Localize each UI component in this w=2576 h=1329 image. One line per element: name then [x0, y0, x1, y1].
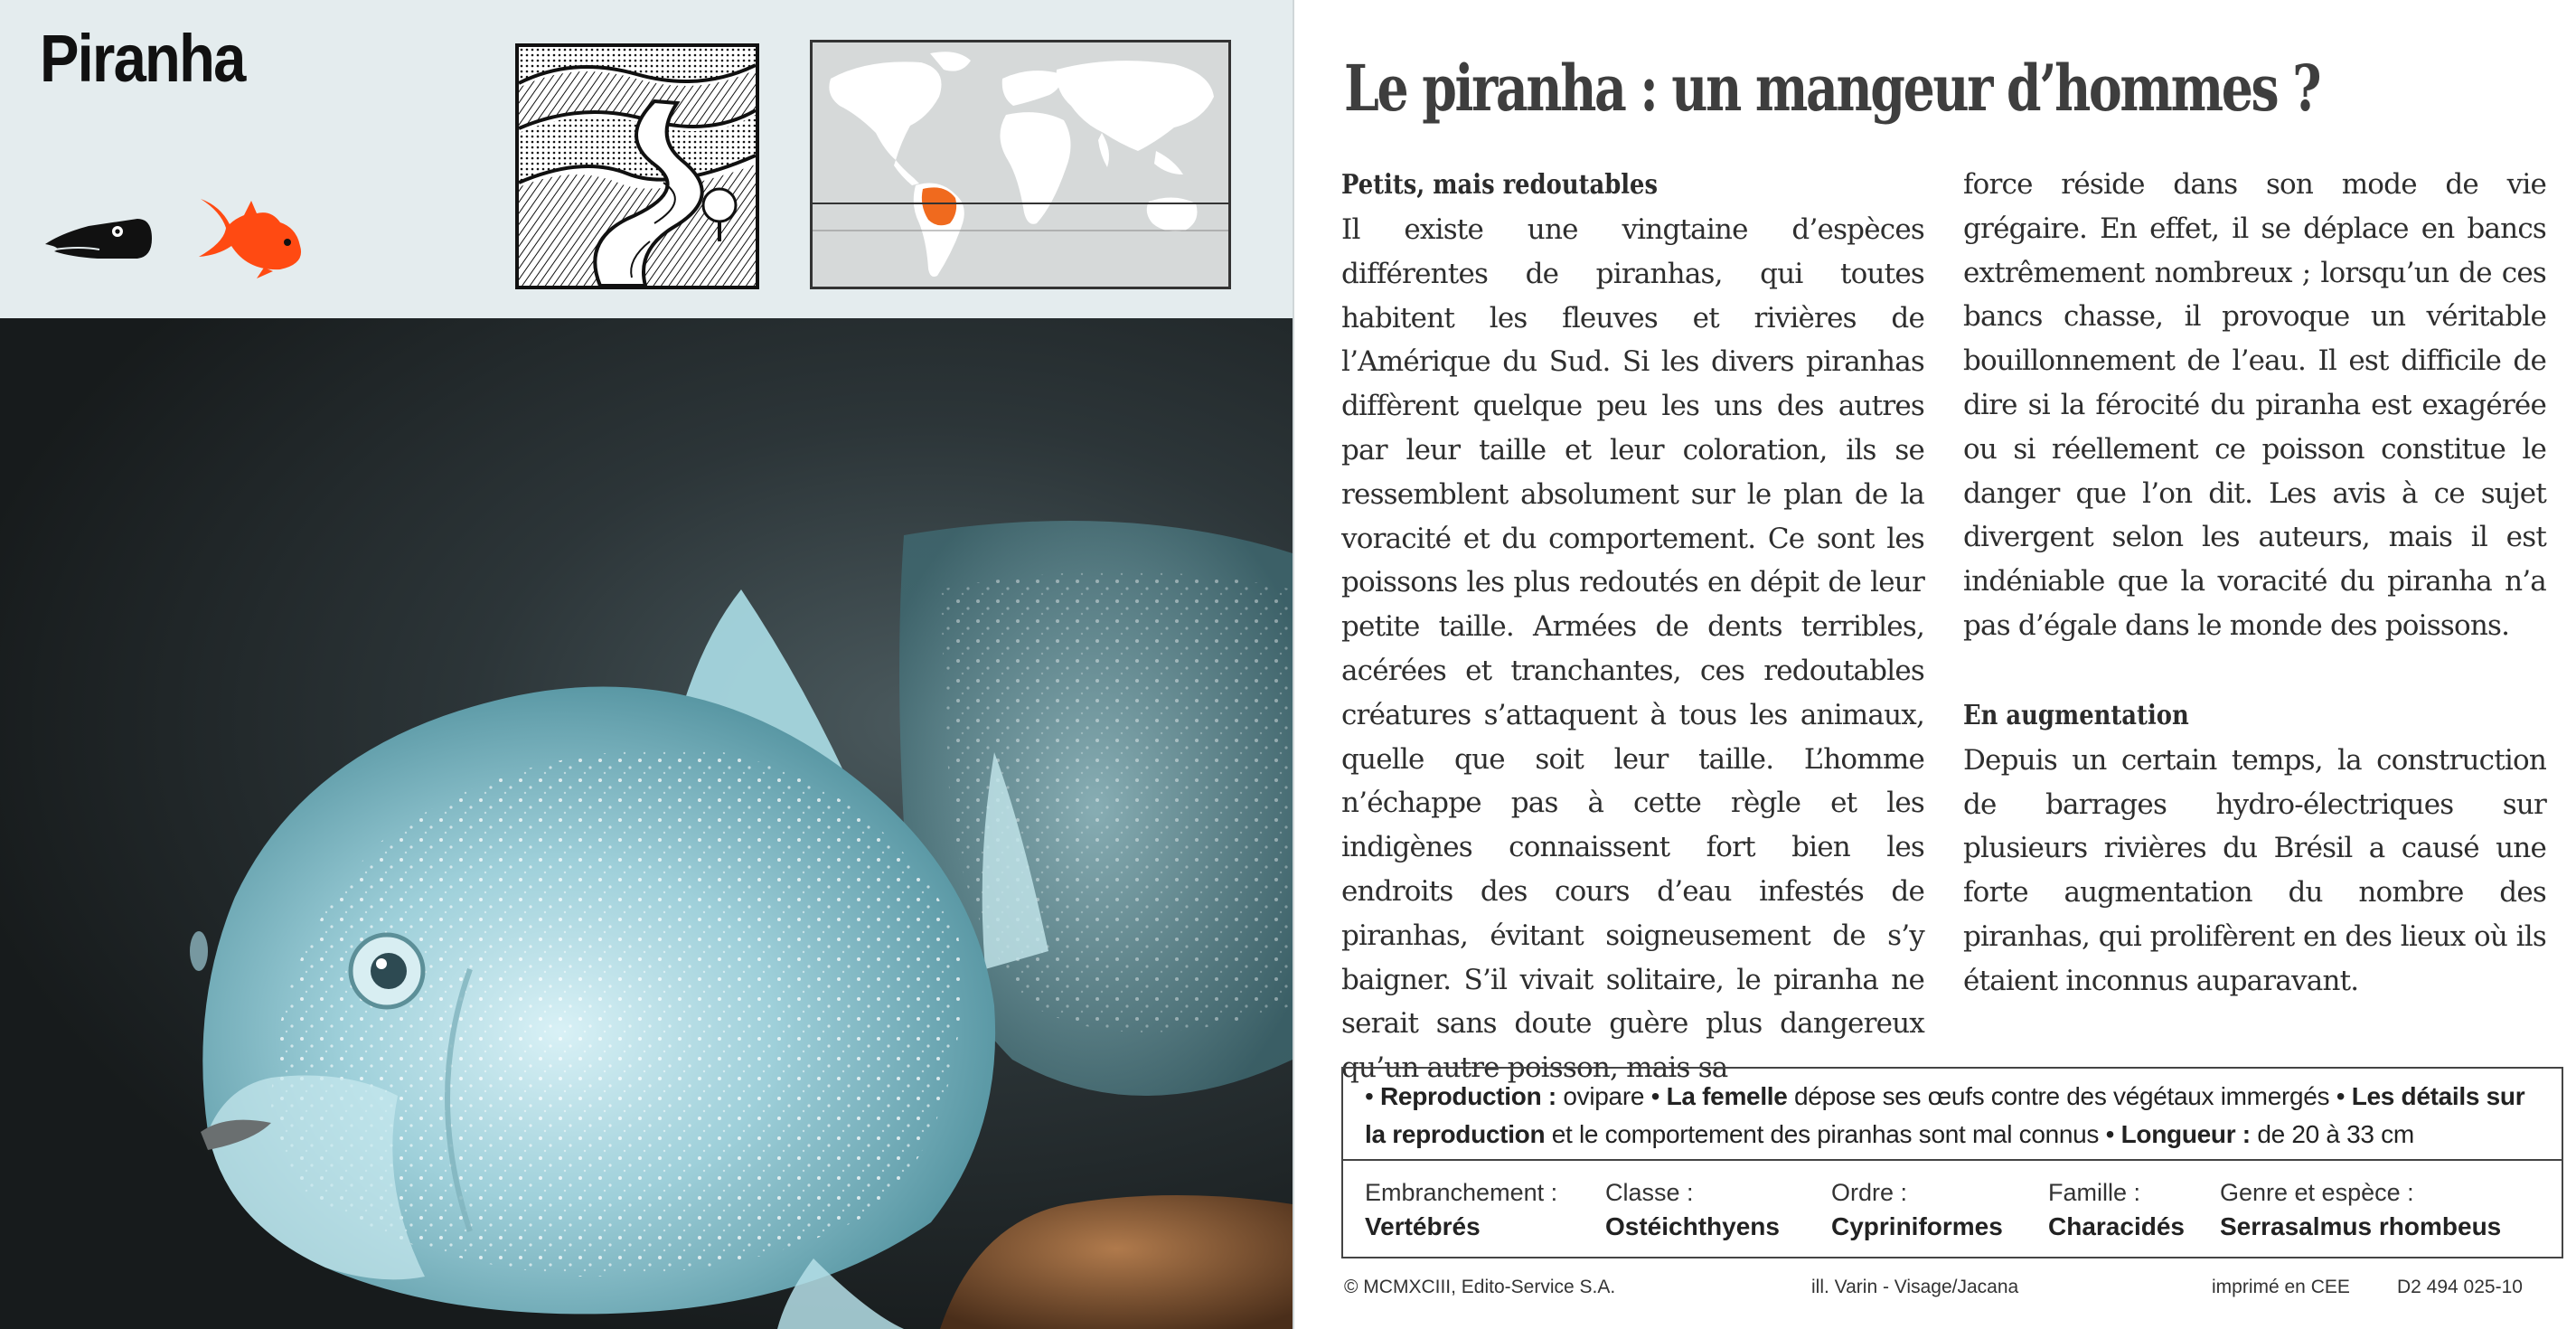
details-label: Les détails sur la reproduction [1365, 1082, 2525, 1148]
femelle-value: dépose ses œufs contre des végétaux immergés [1794, 1082, 2330, 1110]
reproduction-facts [1343, 1069, 2562, 1161]
text-column-2 [1963, 163, 2546, 1004]
bullet: • [2336, 1082, 2346, 1110]
classification-value: Serrasalmus rhombeus [2220, 1212, 2502, 1240]
classification-label: Genre et espèce : [2220, 1179, 2414, 1206]
river-landscape-icon [519, 47, 756, 286]
piranha-head-icon [43, 213, 154, 262]
card-title: Piranha [40, 21, 245, 96]
bullet: • [1365, 1082, 1374, 1110]
printed-in: imprimé en CEE [2212, 1277, 2350, 1297]
copyright-text: © MCMXCIII, Edito-Service S.A. [1344, 1277, 1616, 1297]
longueur-label: Longueur : [2120, 1120, 2251, 1148]
classification-genre-espece [2220, 1175, 2501, 1244]
classification-value: Cypriniformes [1831, 1212, 2003, 1240]
classification-label: Ordre : [1831, 1179, 1908, 1206]
header-band [0, 0, 1293, 318]
piranha-photo-illustration [0, 318, 1293, 1329]
classification-value: Vertébrés [1365, 1212, 1481, 1240]
classification-row [1343, 1161, 2562, 1258]
classification-value: Characidés [2048, 1212, 2185, 1240]
classification-label: Classe : [1605, 1179, 1694, 1206]
paragraph-petits: Il existe une vingtaine d’espèces différentes de piranhas, qui toutes habitent les fleuves et rivières de l’Amérique du Sud. Si les divers piranhas diffèrent quelque peu les uns des autres par leur taille et leur coloration, ils se ressemblent absolument sur le plan de la voracité et du comportement. Ce sont les poissons les plus redoutés en dépit de leur petite taille. Armées de dents terribles, acérées et tranchantes, ces redoutables créatures s’attaquent à tous les animaux, quelle que soit leur taille. L’homme n’échappe pas à cette règle et les indigènes connaissent fort bien les endroits des cours d’eau infestés de piranhas, évitant soigneusement de s’y baigner. S’il vivait solitaire, le piranha ne serait sans doute guère plus dangereux qu’un autre poisson, mais sa [1341, 213, 1924, 1085]
reproduction-label: Reproduction : [1380, 1082, 1556, 1110]
info-box [1341, 1067, 2563, 1258]
card-code: D2 494 025-10 [2397, 1277, 2523, 1297]
details-value: et le comportement des piranhas sont mal connus [1551, 1120, 2100, 1148]
bullet: • [1650, 1082, 1660, 1110]
piranha-photo [0, 318, 1293, 1329]
bullet: • [2105, 1120, 2115, 1148]
world-map-icon [813, 42, 1228, 287]
reproduction-value: ovipare [1563, 1082, 1645, 1110]
right-card [1294, 0, 2576, 1329]
classification-classe [1605, 1175, 1780, 1244]
article-title: Le piranha : un mangeur d’hommes ? [1344, 51, 2320, 126]
section-heading-augmentation: En augmentation [1963, 699, 2189, 731]
longueur-value: de 20 à 33 cm [2257, 1120, 2414, 1148]
section-heading-petits: Petits, mais redoutables [1341, 169, 1659, 201]
classification-label: Famille : [2048, 1179, 2141, 1206]
femelle-label: La femelle [1666, 1082, 1788, 1110]
goldfish-icon [193, 192, 306, 278]
classification-ordre [1831, 1175, 2003, 1244]
classification-famille [2048, 1175, 2185, 1244]
distribution-map [810, 40, 1231, 289]
classification-value: Ostéichthyens [1605, 1212, 1780, 1240]
footer [1294, 1266, 2576, 1311]
paragraph-continued: force réside dans son mode de vie grégaire. En effet, il se déplace en bancs extrêmement nombreux ; lorsqu’un de ces bancs chasse, il provoque un véritable bouillonnement de l’eau. Il est difficile de dire si la férocité du piranha est exagérée ou si réellement ce poisson constitue le danger que l’on dit. Les avis à ce sujet divergent selon les auteurs, mais il est indéniable que la voracité du piranha n’a pas d’égale dans le monde des poissons. [1963, 168, 2546, 642]
text-column-1 [1341, 163, 1924, 1090]
classification-embranchement [1365, 1175, 1557, 1244]
habitat-illustration [515, 43, 759, 289]
photo-credits: ill. Varin - Visage/Jacana [1811, 1277, 2019, 1297]
classification-label: Embranchement : [1365, 1179, 1558, 1206]
paragraph-augmentation: Depuis un certain temps, la construction de barrages hydro-électriques sur plusieurs rivières du Brésil a causé une forte augmentation du nombre des piranhas, qui prolifèrent en des lieux où ils étaient inconnus auparavant. [1963, 743, 2546, 997]
